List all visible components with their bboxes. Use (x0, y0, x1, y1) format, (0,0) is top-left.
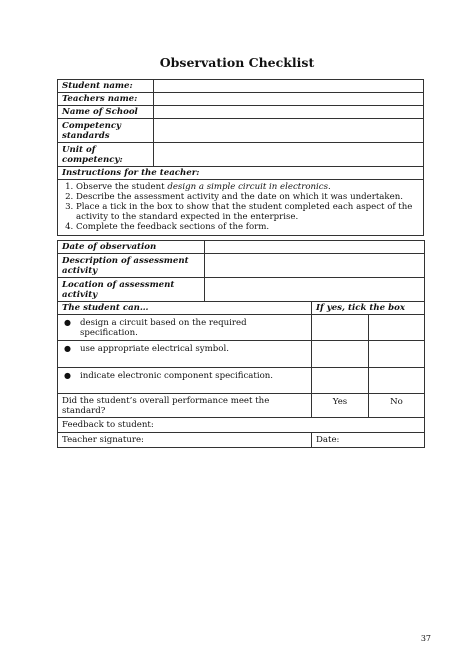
signature-date-field[interactable]: Date: (312, 433, 425, 448)
page-number: 37 (420, 634, 431, 643)
tick-box[interactable] (369, 368, 425, 394)
teachers-name-label: Teachers name: (58, 93, 154, 106)
bullet-icon: ● (64, 371, 71, 380)
checklist-item: ● indicate electronic component specification. (58, 368, 312, 394)
page-title: Observation Checklist (159, 55, 315, 70)
tick-box[interactable] (312, 368, 369, 394)
location-label: Location of assessment activity (58, 278, 205, 302)
competency-standards-label: Competency standards (58, 119, 154, 143)
tick-box[interactable] (312, 315, 369, 341)
date-of-observation-field[interactable] (205, 241, 425, 254)
instruction-item: 3. Place a tick in the box to show that the student completed each aspect of the activity to the standard expected in the enterprise. (76, 202, 419, 222)
description-field[interactable] (205, 254, 425, 278)
location-field[interactable] (205, 278, 425, 302)
no-option[interactable]: No (369, 394, 425, 418)
checklist-item: ● design a circuit based on the required specification. (58, 315, 312, 341)
yes-option[interactable]: Yes (312, 394, 369, 418)
instructions-list (58, 180, 424, 236)
instruction-item: 2. Describe the assessment activity and the date on which it was undertaken. (76, 192, 419, 202)
student-name-field[interactable] (154, 80, 424, 93)
school-name-label: Name of School (58, 106, 154, 119)
bullet-icon: ● (64, 344, 71, 353)
instruction-item: 1. Observe the student design a simple circuit in electronics. (76, 182, 419, 192)
tick-box[interactable] (369, 341, 425, 368)
student-info-table (57, 79, 424, 236)
assessment-table (57, 240, 425, 448)
tick-box[interactable] (369, 315, 425, 341)
student-can-header: The student can… (58, 302, 312, 315)
competency-standards-field[interactable] (154, 119, 424, 143)
instructions-header: Instructions for the teacher: (58, 167, 424, 180)
tick-box[interactable] (312, 341, 369, 368)
date-of-observation-label: Date of observation (58, 241, 205, 254)
teacher-signature-field[interactable]: Teacher signature: (58, 433, 312, 448)
description-label: Description of assessment activity (58, 254, 205, 278)
student-name-label: Student name: (58, 80, 154, 93)
feedback-field[interactable]: Feedback to student: (58, 418, 425, 433)
instruction-item: 4. Complete the feedback sections of the form. (76, 222, 419, 232)
unit-of-competency-label: Unit of competency: (58, 143, 154, 167)
tick-box-header: If yes, tick the box (312, 302, 425, 315)
teachers-name-field[interactable] (154, 93, 424, 106)
school-name-field[interactable] (154, 106, 424, 119)
unit-of-competency-field[interactable] (154, 143, 424, 167)
overall-performance-question: Did the student’s overall performance meet the standard? (58, 394, 312, 418)
bullet-icon: ● (64, 318, 71, 327)
checklist-item: ● use appropriate electrical symbol. (58, 341, 312, 368)
